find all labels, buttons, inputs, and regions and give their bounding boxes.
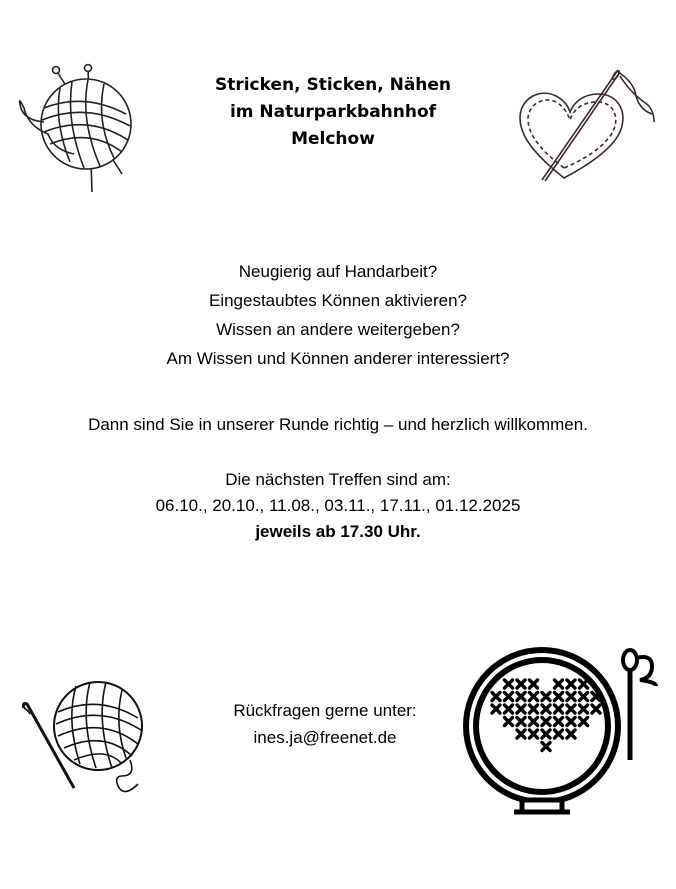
intro-questions bbox=[0, 257, 676, 373]
yarn-ball-crochet-hook-icon bbox=[18, 668, 153, 803]
contact-email[interactable]: ines.ja@freenet.de bbox=[253, 728, 397, 747]
title-line-3: Melchow bbox=[291, 129, 375, 149]
question-3: Wissen an andere weitergeben? bbox=[216, 320, 460, 339]
meetings-dates: 06.10., 20.10., 11.08., 03.11., 17.11., 01.12.2025 bbox=[155, 496, 521, 515]
embroidery-hoop-cross-stitch-heart-icon bbox=[462, 640, 662, 820]
meetings-block bbox=[0, 467, 676, 545]
question-1: Neugierig auf Handarbeit? bbox=[238, 262, 438, 281]
title-line-2: im Naturparkbahnhof bbox=[229, 102, 437, 122]
question-2: Eingestaubtes Können aktivieren? bbox=[208, 291, 467, 310]
contact-label: Rückfragen gerne unter: bbox=[233, 701, 417, 720]
page-title bbox=[150, 72, 516, 153]
meetings-heading: Die nächsten Treffen sind am: bbox=[225, 470, 451, 489]
welcome-text: Dann sind Sie in unserer Runde richtig – und herzlich willkommen. bbox=[88, 415, 588, 434]
question-4: Am Wissen und Können anderer interessiert? bbox=[166, 349, 510, 368]
meetings-time: jeweils ab 17.30 Uhr. bbox=[255, 522, 421, 541]
yarn-ball-knitting-needles-icon bbox=[14, 62, 144, 197]
title-line-1: Stricken, Sticken, Nähen bbox=[214, 75, 452, 95]
contact-block bbox=[190, 697, 460, 751]
heart-patch-needle-icon bbox=[514, 62, 659, 187]
